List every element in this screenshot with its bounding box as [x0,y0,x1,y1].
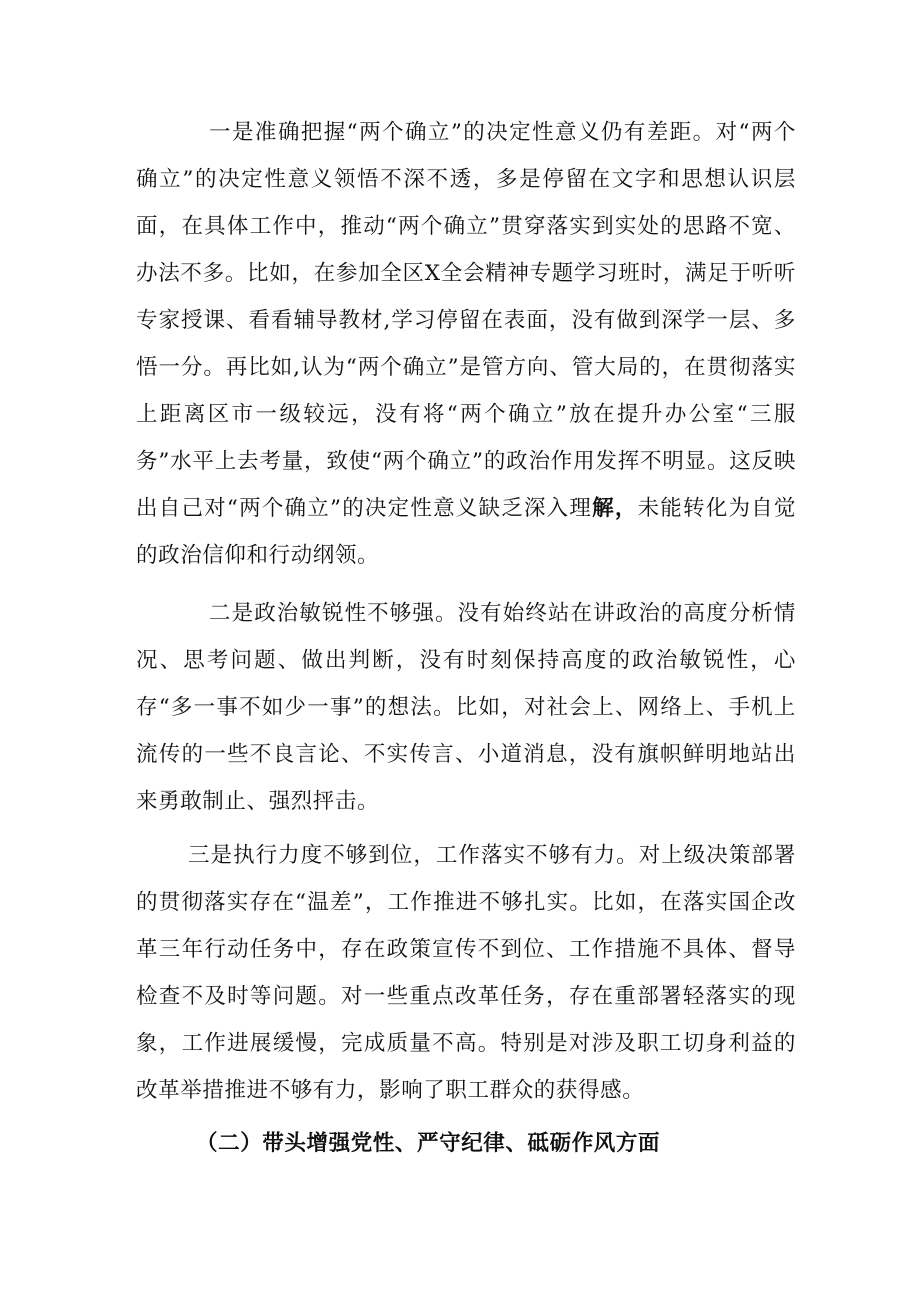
paragraph-1-text: 一是准确把握“两个确立”的决定性意义仍有差距。对“两个确立”的决定性意义领悟不深不透，多是停留在文字和思想认识层面，在具体工作中，推动“两个确立”贯穿落实到实处的思路不宽、办法不多。比如，在参加全区X全会精神专题学习班时，满足于听听专家授课、看看辅导教材,学习停留在表面，没有做到深学一层、多悟一分。再比如,认为“两个确立”是管方向、管大局的，在贯彻落实上距离区市一级较远，没有将“两个确立”放在提升办公室“三服务”水平上去考量，致使“两个确立”的政治作用发挥不明显。这反映出自己对“两个确立”的决定性意义缺乏深入理 [136,120,796,521]
paragraph-1 [136,109,796,579]
paragraph-1-bold-text: 解， [592,496,638,521]
paragraph-2: 二是政治敏锐性不够强。没有始终站在讲政治的高度分析情况、思考问题、做出判断，没有时刻保持高度的政治敏锐性，心存“多一事不如少一事”的想法。比如，对社会上、网络上、手机上流传的一些不良言论、不实传言、小道消息，没有旗帜鲜明地站出来勇敢制止、强烈抨击。 [136,601,796,814]
paragraph-3: 三是执行力度不够到位，工作落实不够有力。对上级决策部署的贯彻落实存在“温差”，工作推进不够扎实。比如，在落实国企改革三年行动任务中，存在政策宣传不到位、工作措施不具体、督导检查不及时等问题。对一些重点改革任务，存在重部署轻落实的现象，工作进展缓慢，完成质量不高。特别是对涉及职工切身利益的改革举措推进不够有力，影响了职工群众的获得感。 [136,843,796,1103]
section-heading: （二）带头增强党性、严守纪律、砥砺作风方面 [196,1131,661,1156]
paragraph-1-tail-text: 未能转化为自觉的政治信仰和行动纲领。 [136,496,797,568]
